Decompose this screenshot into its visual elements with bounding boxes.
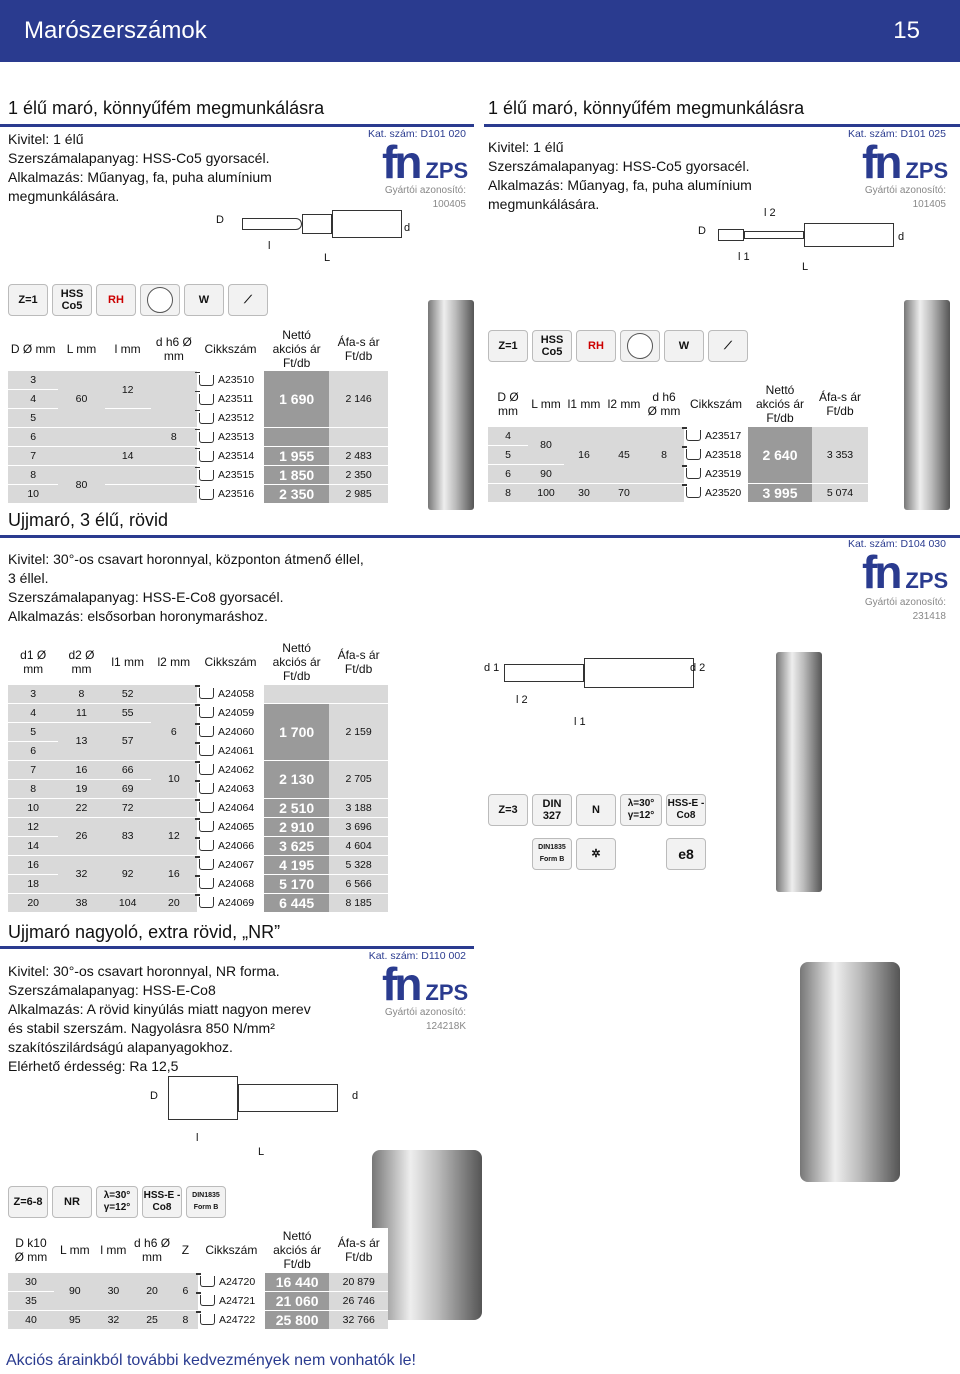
section4-drawing: D l L d	[150, 1060, 390, 1160]
icon-din1835-2: DIN1835 Form B	[186, 1186, 226, 1218]
table1: D Ø mm L mm l mm d h6 Ø mm Cikkszám Nettó akciós ár Ft/db Áfa-s ár Ft/db 3 60 12 A23510 1 690 2 146 4 A23511 5 A23512 6 8 A23513 7 14 A23514 1 955 2 483 8 80 A23515 1 850 2 350 10 A23516 2 350 2 985	[8, 328, 388, 504]
section2-gy: Gyártói azonosító: 101405	[864, 185, 946, 210]
table4: D k10 Ø mm L mm l mm d h6 Ø mm Z Cikkszám Nettó akciós ár Ft/db Áfa-s ár Ft/db 30 90 30 20 6 A24720 16 440 20 879 35 A24721 21 060 26 746 40 95 32 25 8 A24722 25 800 32 766	[8, 1228, 388, 1330]
circle-icon-2	[620, 330, 660, 362]
footer-note: Akciós árainkból további kedvezmények nem vonhatók le!	[6, 1352, 416, 1369]
icon-angles-2: λ=30° γ=12°	[96, 1186, 138, 1218]
icon-z3: Z=3	[488, 794, 528, 826]
icon-rh-2: RH	[576, 330, 616, 362]
section1-drawing: D l L d	[214, 200, 444, 270]
tool-image-1	[428, 300, 474, 510]
cut-icon: ⟋	[228, 284, 268, 316]
section1-gy: Gyártói azonosító: 100405	[384, 185, 466, 210]
section3-kat: Kat. szám: D104 030	[847, 538, 946, 550]
page-header	[0, 0, 960, 62]
tool-image-3	[776, 652, 822, 892]
icon-n: N	[576, 794, 616, 826]
icon-angles: λ=30° γ=12°	[620, 794, 662, 826]
star-icon: ✲	[576, 838, 616, 870]
icon-hsse-2: HSS-E -Co8	[142, 1186, 182, 1218]
section1-logo: fn ZPS	[382, 136, 469, 188]
cut-icon-2: ⟋	[708, 330, 748, 362]
icon-w-2: W	[664, 330, 704, 362]
icon-din327: DIN 327	[532, 794, 572, 826]
section2-rule	[484, 124, 960, 127]
icon-hss: HSS Co5	[52, 284, 92, 316]
page-number: 15	[893, 17, 920, 44]
icon-z1-2: Z=1	[488, 330, 528, 362]
section2-title: 1 élű maró, könnyűfém megmunkálásra	[488, 98, 805, 118]
table3: d1 Ø mm d2 Ø mm l1 mm l2 mm Cikkszám Nettó akciós ár Ft/db Áfa-s ár Ft/db 3 8 52 A24058 4 11 55 6 A24059 1 700 2 159 5 13 57 A24060 6 A24061 7 16 66 10 A24062 2 130 2 705 8 19 69 A24063 10 22 72 A24064 2 510 3 188 12 26 83 12 A24065 2 910 3 696 14 A24066 3 625 4 604 16 32 92 16 A24067 4 195 5 328 18 A24068 5 170 6 566 20 38 104 20 A24069 6 445 8 185	[8, 640, 388, 913]
section2-desc: Kivitel: 1 élű Szerszámalapanyag: HSS-Co5 gyorsacél. Alkalmazás: Műanyag, fa, puha alumínium megmunkálására.	[488, 139, 752, 212]
section2-drawing: D l 2 l 1 L d	[698, 207, 905, 273]
section4-kat: Kat. szám: D110 002	[368, 950, 466, 962]
section4-title: Ujjmaró nagyoló, extra rövid, „NR”	[8, 922, 281, 942]
circle-icon	[140, 284, 180, 316]
section3-logo: fn ZPS	[862, 546, 949, 598]
section4-desc: Kivitel: 30°-os csavart horonnyal, NR forma. Szerszámalapanyag: HSS-E-Co8 Alkalmazás: A rövid kinyúlás miatt nagyon merev és stabil szerszám. Nagyolásra 850 N/mm² szakítószilárdságú alapanyagokhoz. Elérhető érdesség: Ra 12,5	[8, 963, 311, 1074]
tool-image-2	[904, 300, 950, 510]
section3-title: Ujjmaró, 3 élű, rövid	[8, 510, 169, 530]
icon-hss-2: HSS Co5	[532, 330, 572, 362]
section2-logo: fn ZPS	[862, 136, 949, 188]
tool-image-5	[372, 1150, 482, 1320]
section2-kat: Kat. szám: D101 025	[847, 128, 946, 140]
section4-rule	[0, 946, 474, 949]
section1-kat: Kat. szám: D101 020	[367, 128, 466, 140]
icon-e8: e8	[666, 838, 706, 870]
section4-logo: fn ZPS	[382, 958, 469, 1010]
icon-rh: RH	[96, 284, 136, 316]
icon-z68: Z=6-8	[8, 1186, 48, 1218]
section1-title: 1 élű maró, könnyűfém megmunkálásra	[8, 98, 325, 118]
section3-desc: Kivitel: 30°-os csavart horonnyal, központon átmenő éllel, 3 éllel. Szerszámalapanyag: HSS-E-Co8 gyorsacél. Alkalmazás: elsősorban horonymaráshoz.	[8, 551, 364, 624]
icon-z1: Z=1	[8, 284, 48, 316]
section3-gy: Gyártói azonosító: 231418	[864, 597, 946, 622]
section1-desc: Kivitel: 1 élű Szerszámalapanyag: HSS-Co5 gyorsacél. Alkalmazás: Műanyag, fa, puha alumínium megmunkálására.	[8, 131, 272, 204]
table2: D Ø mm L mm l1 mm l2 mm d h6 Ø mm Cikkszám Nettó akciós ár Ft/db Áfa-s ár Ft/db 4 80 16 45 8 A23517 2 640 3 353 5 A23518 6 90 A23519 8 100 30 70 A23520 3 995 5 074	[488, 382, 868, 503]
page-title: Marószerszámok	[24, 17, 207, 44]
section4-gy: Gyártói azonosító: 124218K	[384, 1007, 466, 1032]
icon-din1835: DIN1835 Form B	[532, 838, 572, 870]
section3-drawing: d 1 d 2 l 2 l 1	[484, 650, 724, 740]
tool-image-4	[800, 962, 900, 1182]
section3-rule	[0, 535, 960, 538]
icon-hsse: HSS-E -Co8	[666, 794, 706, 826]
icon-w: W	[184, 284, 224, 316]
section1-rule	[0, 124, 474, 127]
icon-nr: NR	[52, 1186, 92, 1218]
